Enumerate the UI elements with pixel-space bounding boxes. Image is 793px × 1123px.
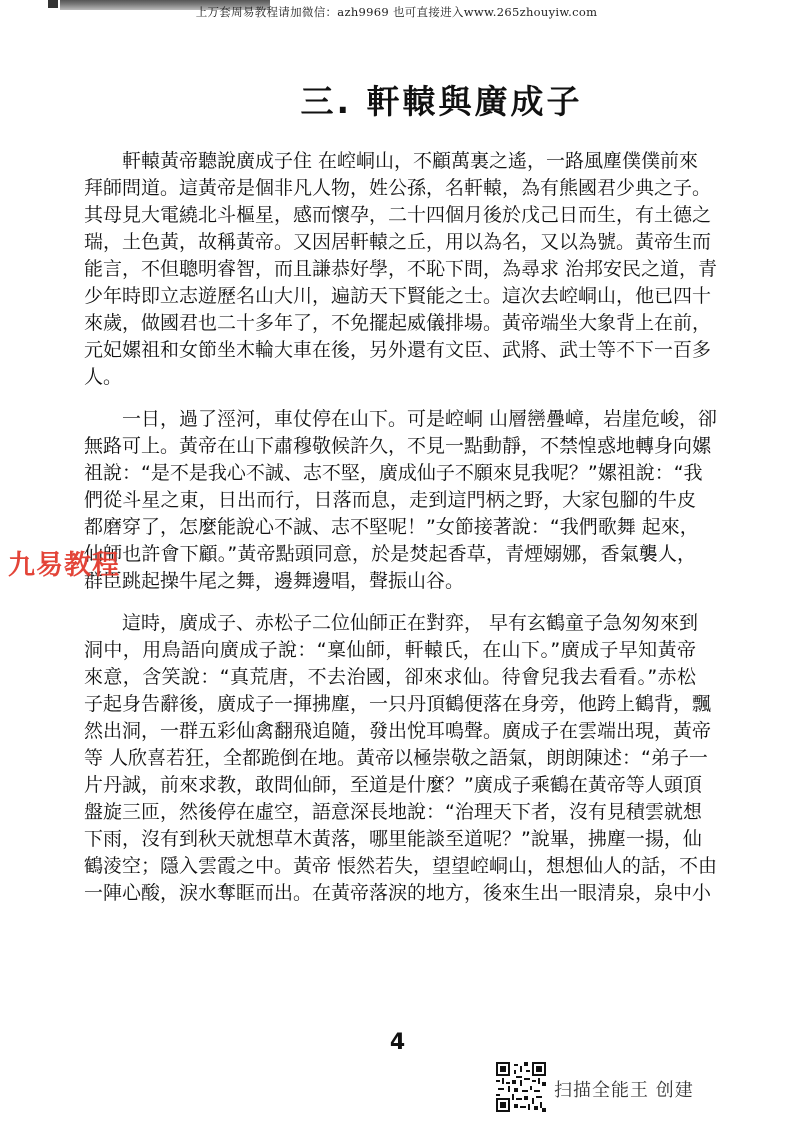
watermark-logo: 九易教程	[8, 550, 120, 581]
paragraph-gap	[84, 595, 696, 610]
scanner-credit: 扫描全能王 创建	[554, 1080, 694, 1101]
text-line: 來歲，做國君也二十多年了，不免擺起威儀排場。黃帝端坐大象背上在前，	[84, 312, 712, 334]
text-line: 片丹誠，前來求教，敢問仙師，至道是什麼？”廣成子乘鶴在黃帝等人頭頂	[84, 774, 702, 796]
text-line: 鶴淩空；隱入雲霞之中。黃帝 悵然若失，望望崆峒山，想想仙人的話，不由	[84, 855, 718, 877]
text-line: 一日，過了涇河，車仗停在山下。可是崆峒 山層巒疊嶂，岩崖危峻，卻	[122, 408, 718, 430]
text-line: 來意，含笑說：“真荒唐，不去治國，卻來求仙。待會兒我去看看。”赤松	[84, 666, 696, 688]
text-line: 洞中，用鳥語向廣成子說：“稟仙師，軒轅氏，在山下。”廣成子早知黃帝	[84, 639, 696, 661]
text-line: 盤旋三匝，然後停在虛空，語意深長地說：“治理天下者，沒有見積雲就想	[84, 801, 702, 823]
text-line: 祖說：“是不是我心不誠、志不堅，廣成仙子不願來見我呢？”嫘祖說：“我	[84, 462, 703, 484]
text-line: 其母見大電繞北斗樞星，感而懷孕，二十四個月後於戊己日而生，有土德之	[84, 204, 712, 226]
page-title: 三. 軒轅與廣成子	[300, 82, 583, 121]
text-line: 人。	[84, 366, 123, 388]
text-line: 等 人欣喜若狂，全都跪倒在地。黃帝以極崇敬之語氣，朗朗陳述：“弟子一	[84, 747, 708, 769]
text-line: 無路可上。黃帝在山下肅穆敬候許久，不見一點動靜，不禁惶惑地轉身向嫘	[84, 435, 712, 457]
header-note: 上万套周易教程请加微信：azh9969 也可直接进入www.265zhouyiw.com	[195, 5, 598, 19]
text-line: 仙師也許會下顧。”黃帝點頭同意，於是焚起香草，青煙嫋娜，香氣襲人，	[84, 543, 696, 565]
text-line: 拜師問道。這黃帝是個非凡人物，姓公孫，名軒轅，為有熊國君少典之子。	[84, 177, 712, 199]
text-line: 下雨，沒有到秋天就想草木黃落，哪里能談至道呢？”說畢，拂塵一揚，仙	[84, 828, 702, 850]
text-line: 一陣心酸，淚水奪眶而出。在黃帝落淚的地方，後來生出一眼清泉，泉中小	[84, 882, 712, 904]
paragraph-gap	[84, 391, 696, 406]
text-line: 都磨穿了，怎麼能說心不誠、志不堅呢！”女節接著說：“我們歌舞 起來，	[84, 516, 699, 538]
text-line: 軒轅黃帝聽說廣成子住 在崆峒山，不顧萬裏之遙，一路風塵僕僕前來	[122, 150, 699, 172]
text-line: 子起身告辭後，廣成子一揮拂塵，一只丹頂鶴便落在身旁，他跨上鶴背，飄	[84, 693, 712, 715]
text-line: 們從斗星之東，日出而行，日落而息，走到這門柄之野，大家包腳的牛皮	[84, 489, 696, 511]
body-text	[84, 148, 718, 907]
text-line: 瑞，土色黃，故稱黃帝。又因居軒轅之丘，用以為名，又以為號。黃帝生而	[84, 231, 712, 253]
text-line: 元妃嫘祖和女節坐木輪大車在後，另外還有文臣、武將、武士等不下一百多	[84, 339, 712, 361]
text-line: 少年時即立志遊歷名山大川，遍訪天下賢能之士。這次去崆峒山，他已四十	[84, 285, 712, 307]
text-line: 這時，廣成子、赤松子二位仙師正在對弈， 早有玄鶴童子急匆匆來到	[122, 612, 699, 634]
qr-code-icon	[496, 1062, 546, 1112]
text-line: 然出洞，一群五彩仙禽翻飛追隨，發出悅耳鳴聲。廣成子在雲端出現，黃帝	[84, 720, 712, 742]
page-number: 4	[389, 1030, 406, 1055]
text-line: 群臣跳起操牛尾之舞，邊舞邊唱，聲振山谷。	[84, 570, 465, 592]
text-line: 能言，不但聰明睿智，而且謙恭好學，不恥下問，為尋求 治邦安民之道，青	[84, 258, 718, 280]
